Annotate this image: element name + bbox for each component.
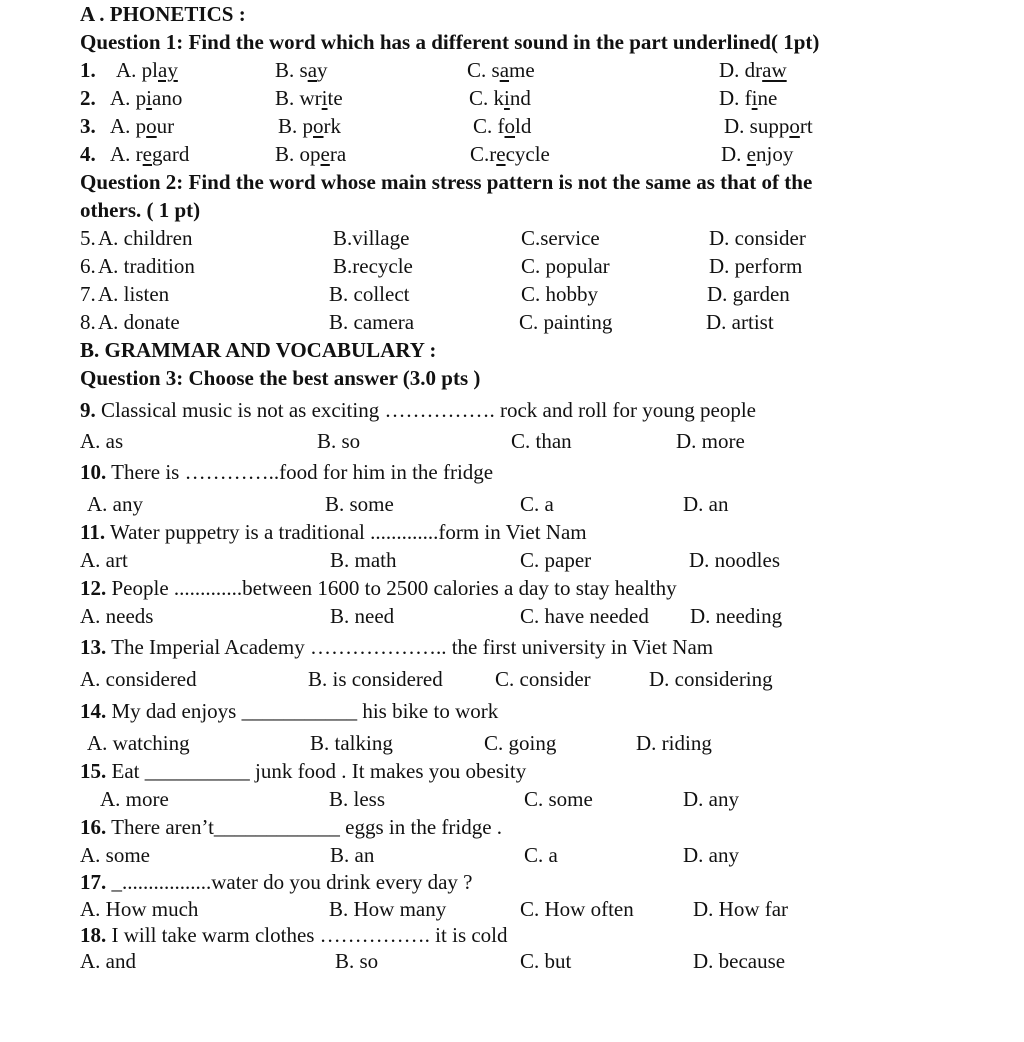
option-d: D. support <box>724 114 813 138</box>
option-d: D. because <box>693 949 786 973</box>
option-c: C. than <box>511 429 572 453</box>
option-a: A. watching <box>87 731 190 755</box>
option-d: D. any <box>683 843 739 867</box>
option-a: A. regard <box>110 142 190 166</box>
option-b: B. say <box>275 58 328 82</box>
option-d: D. How far <box>693 897 789 921</box>
question-stem: 17. _.................water do you drink every day ? <box>80 870 473 894</box>
question-item <box>0 308 1024 336</box>
option-d: D. consider <box>709 226 806 250</box>
item-number: 10. <box>80 460 107 484</box>
item-number: 18. <box>80 923 107 947</box>
option-b: B. is considered <box>308 667 443 691</box>
question-stem: 15. Eat __________ junk food . It makes you obesity <box>80 759 527 783</box>
option-b: B. less <box>329 787 386 811</box>
option-b: B.recycle <box>333 254 413 278</box>
option-b: B. so <box>317 429 361 453</box>
question-stem: 11. Water puppetry is a traditional .............form in Viet Nam <box>80 520 587 544</box>
option-d: D. riding <box>636 731 712 755</box>
options-row <box>0 665 1024 693</box>
option-b: B. need <box>330 604 395 628</box>
item-number: 14. <box>80 699 107 723</box>
option-a: A. more <box>100 787 169 811</box>
option-b: B. opera <box>275 142 347 166</box>
question-2-title: Question 2: Find the word whose main stress pattern is not the same as that of the <box>80 170 813 194</box>
option-b: B. write <box>275 86 343 110</box>
options-row <box>0 490 1024 518</box>
option-c: C. kind <box>469 86 531 110</box>
option-b: B. How many <box>329 897 447 921</box>
option-a: A. play <box>116 58 178 82</box>
item-number: 9. <box>80 398 96 422</box>
option-a: A. any <box>87 492 143 516</box>
option-c: C. hobby <box>521 282 599 306</box>
option-d: D. garden <box>707 282 790 306</box>
question-item <box>0 224 1024 252</box>
option-c: C. popular <box>521 254 610 278</box>
item-number: 12. <box>80 576 107 600</box>
option-c: C. fold <box>473 114 532 138</box>
item-number: 4. <box>80 142 96 166</box>
question-stem: 18. I will take warm clothes ……………. it is cold <box>80 923 508 947</box>
options-row <box>0 895 1024 923</box>
question-stem: 9. Classical music is not as exciting ……………. rock and roll for young people <box>80 398 756 422</box>
option-b: B. talking <box>310 731 393 755</box>
option-d: D. noodles <box>689 548 780 572</box>
options-row <box>0 729 1024 757</box>
option-c: C. paper <box>520 548 592 572</box>
option-a: A. How much <box>80 897 199 921</box>
option-d: D. fine <box>719 86 778 110</box>
option-a: A. and <box>80 949 136 973</box>
option-c: C. How often <box>520 897 634 921</box>
option-b: B. some <box>325 492 394 516</box>
option-c: C. some <box>524 787 593 811</box>
question-stem: 10. There is …………..food for him in the fridge <box>80 460 494 484</box>
option-a: A. children <box>98 226 193 250</box>
question-stem: 14. My dad enjoys ___________ his bike to work <box>80 699 499 723</box>
option-a: A. tradition <box>98 254 195 278</box>
option-d: D. more <box>676 429 745 453</box>
question-2-title-cont: others. ( 1 pt) <box>80 198 201 222</box>
option-d: D. artist <box>706 310 774 334</box>
option-a: A. as <box>80 429 124 453</box>
item-number: 13. <box>80 635 107 659</box>
item-number: 3. <box>80 114 96 138</box>
option-b: B. math <box>330 548 397 572</box>
question-item <box>0 84 1024 112</box>
item-number: 2. <box>80 86 96 110</box>
option-a: A. considered <box>80 667 197 691</box>
options-row <box>0 546 1024 574</box>
item-number: 15. <box>80 759 107 783</box>
option-d: D. draw <box>719 58 787 82</box>
option-a: A. donate <box>98 310 180 334</box>
option-c: C. a <box>520 492 554 516</box>
item-number: 17. <box>80 870 107 894</box>
option-b: B. collect <box>329 282 410 306</box>
option-b: B. an <box>330 843 375 867</box>
section-a-title: A . PHONETICS : <box>80 2 246 26</box>
option-b: B. pork <box>278 114 342 138</box>
option-a: A. some <box>80 843 150 867</box>
item-number: 5. <box>80 226 96 250</box>
question-item <box>0 252 1024 280</box>
option-c: C. same <box>467 58 535 82</box>
item-number: 7. <box>80 282 96 306</box>
options-row <box>0 602 1024 630</box>
option-c: C.service <box>521 226 600 250</box>
item-number: 1. <box>80 58 96 82</box>
item-number: 6. <box>80 254 96 278</box>
options-row <box>0 785 1024 813</box>
option-b: B. so <box>335 949 379 973</box>
option-d: D. any <box>683 787 739 811</box>
question-item <box>0 56 1024 84</box>
option-c: C. have needed <box>520 604 649 628</box>
options-row <box>0 841 1024 869</box>
question-1-title: Question 1: Find the word which has a different sound in the part underlined( 1pt) <box>80 30 820 54</box>
option-c: C. going <box>484 731 557 755</box>
question-stem: 13. The Imperial Academy ……………….. the first university in Viet Nam <box>80 635 714 659</box>
option-c: C. a <box>524 843 558 867</box>
question-item <box>0 280 1024 308</box>
option-a: A. listen <box>98 282 170 306</box>
option-c: C. painting <box>519 310 613 334</box>
item-number: 16. <box>80 815 107 839</box>
question-3-title: Question 3: Choose the best answer (3.0 pts ) <box>80 366 481 390</box>
options-row <box>0 947 1024 975</box>
question-stem: 16. There aren’t____________ eggs in the fridge . <box>80 815 503 839</box>
option-b: B.village <box>333 226 410 250</box>
option-c: C.recycle <box>470 142 550 166</box>
option-d: D. an <box>683 492 729 516</box>
option-d: D. considering <box>649 667 773 691</box>
option-d: D. needing <box>690 604 783 628</box>
option-d: D. enjoy <box>721 142 794 166</box>
option-c: C. consider <box>495 667 591 691</box>
options-row <box>0 427 1024 455</box>
option-c: C. but <box>520 949 572 973</box>
option-a: A. art <box>80 548 128 572</box>
item-number: 8. <box>80 310 96 334</box>
option-b: B. camera <box>329 310 415 334</box>
section-b-title: B. GRAMMAR AND VOCABULARY : <box>80 338 437 362</box>
option-d: D. perform <box>709 254 803 278</box>
question-item <box>0 112 1024 140</box>
item-number: 11. <box>80 520 106 544</box>
option-a: A. needs <box>80 604 154 628</box>
question-item <box>0 140 1024 168</box>
question-stem: 12. People .............between 1600 to 2500 calories a day to stay healthy <box>80 576 677 600</box>
option-a: A. pour <box>110 114 175 138</box>
option-a: A. piano <box>110 86 183 110</box>
